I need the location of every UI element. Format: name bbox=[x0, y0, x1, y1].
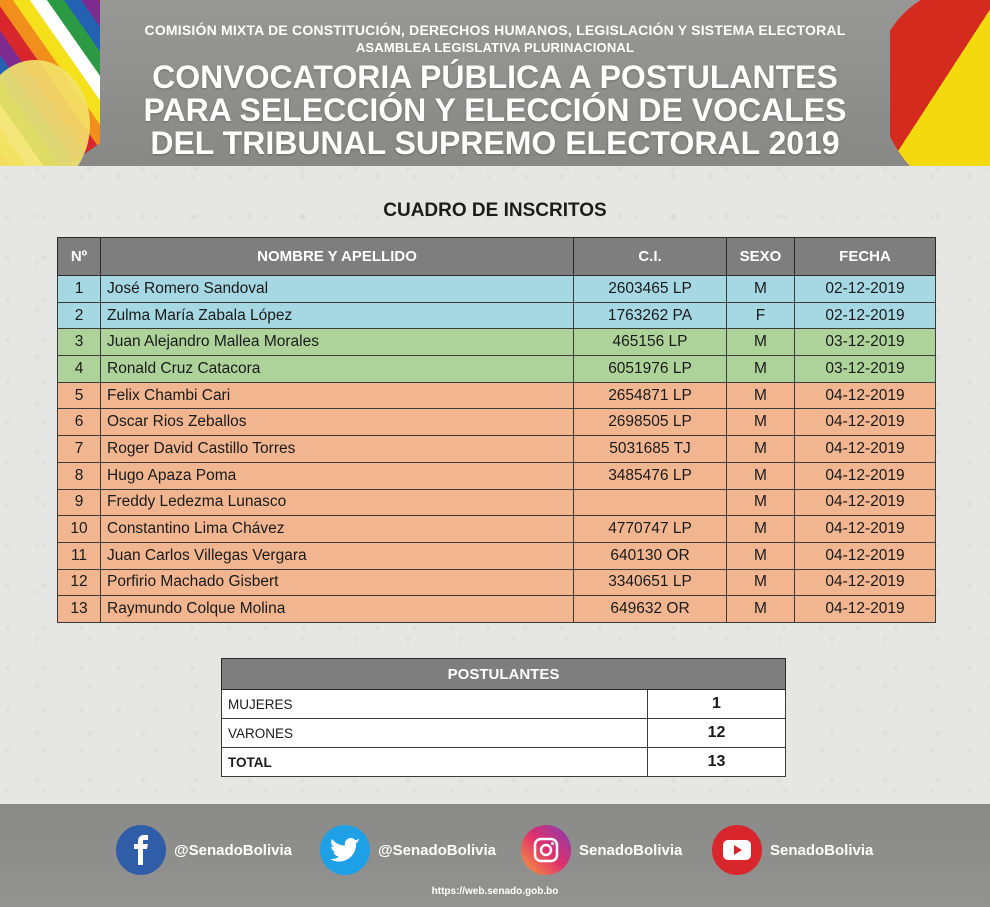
cell-name: Juan Carlos Villegas Vergara bbox=[101, 542, 574, 569]
cell-ci: 3340651 LP bbox=[574, 569, 727, 596]
summary-title: POSTULANTES bbox=[222, 659, 786, 690]
cell-num: 2 bbox=[58, 302, 101, 329]
table-row bbox=[58, 462, 936, 489]
table-row bbox=[58, 516, 936, 543]
cell-date: 04-12-2019 bbox=[795, 436, 936, 463]
registrants-table bbox=[57, 237, 936, 623]
cell-name: Juan Alejandro Mallea Morales bbox=[101, 329, 574, 356]
cell-name: Zulma María Zabala López bbox=[101, 302, 574, 329]
cell-num: 7 bbox=[58, 436, 101, 463]
cell-name: Felix Chambi Cari bbox=[101, 382, 574, 409]
instagram-icon bbox=[521, 825, 571, 875]
cell-num: 6 bbox=[58, 409, 101, 436]
cell-sex: M bbox=[727, 356, 795, 383]
cell-sex: M bbox=[727, 276, 795, 303]
twitter-link[interactable] bbox=[320, 824, 496, 876]
facebook-icon bbox=[116, 825, 166, 875]
cell-ci: 4770747 LP bbox=[574, 516, 727, 543]
table-row bbox=[58, 356, 936, 383]
cell-num: 10 bbox=[58, 516, 101, 543]
cell-name: Freddy Ledezma Lunasco bbox=[101, 489, 574, 516]
table-row bbox=[58, 596, 936, 623]
instagram-handle: SenadoBolivia bbox=[579, 841, 683, 859]
cell-num: 5 bbox=[58, 382, 101, 409]
summary-table bbox=[221, 658, 786, 777]
header-subtitle-assembly: ASAMBLEA LEGISLATIVA PLURINACIONAL bbox=[355, 40, 635, 55]
cell-ci: 465156 LP bbox=[574, 329, 727, 356]
cell-ci: 2698505 LP bbox=[574, 409, 727, 436]
header-sex: SEXO bbox=[727, 238, 795, 276]
cell-name: Constantino Lima Chávez bbox=[101, 516, 574, 543]
header-title-line-2: PARA SELECCIÓN Y ELECCIÓN DE VOCALES bbox=[143, 92, 847, 128]
cell-ci bbox=[574, 489, 727, 516]
facebook-link[interactable] bbox=[116, 824, 292, 876]
cell-num: 4 bbox=[58, 356, 101, 383]
cell-ci: 2603465 LP bbox=[574, 276, 727, 303]
cell-sex: M bbox=[727, 596, 795, 623]
cell-date: 02-12-2019 bbox=[795, 302, 936, 329]
cell-date: 04-12-2019 bbox=[795, 462, 936, 489]
cell-name: Porfirio Machado Gisbert bbox=[101, 569, 574, 596]
cell-ci: 649632 OR bbox=[574, 596, 727, 623]
cell-num: 1 bbox=[58, 276, 101, 303]
cell-date: 04-12-2019 bbox=[795, 516, 936, 543]
cell-date: 04-12-2019 bbox=[795, 596, 936, 623]
cell-sex: M bbox=[727, 489, 795, 516]
cell-num: 11 bbox=[58, 542, 101, 569]
instagram-link[interactable] bbox=[521, 824, 682, 876]
cell-sex: M bbox=[727, 462, 795, 489]
flag-decoration-top-right bbox=[890, 0, 990, 166]
header-banner bbox=[0, 0, 990, 166]
table-row bbox=[58, 542, 936, 569]
cell-date: 03-12-2019 bbox=[795, 356, 936, 383]
summary-row-men bbox=[222, 719, 786, 748]
table-row bbox=[58, 329, 936, 356]
table-header-row bbox=[58, 238, 936, 276]
youtube-handle: SenadoBolivia bbox=[770, 841, 874, 859]
summary-label: VARONES bbox=[222, 719, 648, 748]
cell-sex: M bbox=[727, 436, 795, 463]
cell-name: Raymundo Colque Molina bbox=[101, 596, 574, 623]
youtube-link[interactable] bbox=[712, 824, 873, 876]
cell-num: 12 bbox=[58, 569, 101, 596]
cell-name: José Romero Sandoval bbox=[101, 276, 574, 303]
cell-date: 02-12-2019 bbox=[795, 276, 936, 303]
table-row bbox=[58, 302, 936, 329]
cell-ci: 3485476 LP bbox=[574, 462, 727, 489]
cell-num: 3 bbox=[58, 329, 101, 356]
cell-num: 9 bbox=[58, 489, 101, 516]
cell-name: Oscar Rios Zeballos bbox=[101, 409, 574, 436]
cell-sex: M bbox=[727, 569, 795, 596]
youtube-icon bbox=[712, 825, 762, 875]
table-row bbox=[58, 436, 936, 463]
header-title-line-3: DEL TRIBUNAL SUPREMO ELECTORAL 2019 bbox=[150, 125, 840, 161]
cell-ci: 1763262 PA bbox=[574, 302, 727, 329]
header-title-line-1: CONVOCATORIA PÚBLICA A POSTULANTES bbox=[152, 59, 838, 95]
summary-value: 1 bbox=[648, 690, 786, 719]
cell-date: 04-12-2019 bbox=[795, 569, 936, 596]
section-title: CUADRO DE INSCRITOS bbox=[383, 200, 607, 221]
cell-name: Ronald Cruz Catacora bbox=[101, 356, 574, 383]
table-body bbox=[58, 276, 936, 623]
cell-name: Hugo Apaza Poma bbox=[101, 462, 574, 489]
table-row bbox=[58, 409, 936, 436]
table-row bbox=[58, 276, 936, 303]
cell-ci: 640130 OR bbox=[574, 542, 727, 569]
cell-date: 03-12-2019 bbox=[795, 329, 936, 356]
header-subtitle-commission: COMISIÓN MIXTA DE CONSTITUCIÓN, DERECHOS HUMANOS, LEGISLACIÓN Y SISTEMA ELECTORAL bbox=[144, 22, 846, 38]
summary-total-label: TOTAL bbox=[222, 748, 648, 777]
summary-label: MUJERES bbox=[222, 690, 648, 719]
cell-num: 13 bbox=[58, 596, 101, 623]
cell-ci: 2654871 LP bbox=[574, 382, 727, 409]
summary-total-value: 13 bbox=[648, 748, 786, 777]
facebook-handle: @SenadoBolivia bbox=[174, 841, 292, 859]
cell-name: Roger David Castillo Torres bbox=[101, 436, 574, 463]
cell-sex: M bbox=[727, 516, 795, 543]
cell-sex: M bbox=[727, 542, 795, 569]
header-date: FECHA bbox=[795, 238, 936, 276]
summary-row-women bbox=[222, 690, 786, 719]
table-row bbox=[58, 569, 936, 596]
cell-ci: 5031685 TJ bbox=[574, 436, 727, 463]
cell-date: 04-12-2019 bbox=[795, 542, 936, 569]
summary-value: 12 bbox=[648, 719, 786, 748]
cell-ci: 6051976 LP bbox=[574, 356, 727, 383]
header-num: Nº bbox=[58, 238, 101, 276]
table-row bbox=[58, 382, 936, 409]
footer-banner bbox=[0, 804, 990, 907]
cell-date: 04-12-2019 bbox=[795, 489, 936, 516]
twitter-bird-icon bbox=[320, 825, 370, 875]
header-name: NOMBRE Y APELLIDO bbox=[101, 238, 574, 276]
cell-sex: M bbox=[727, 409, 795, 436]
cell-num: 8 bbox=[58, 462, 101, 489]
summary-row-total bbox=[222, 748, 786, 777]
header-ci: C.I. bbox=[574, 238, 727, 276]
cell-sex: M bbox=[727, 329, 795, 356]
wiphala-decoration-top-left bbox=[0, 0, 100, 166]
cell-date: 04-12-2019 bbox=[795, 382, 936, 409]
cell-sex: F bbox=[727, 302, 795, 329]
website-url[interactable]: https://web.senado.gob.bo bbox=[431, 886, 559, 897]
cell-sex: M bbox=[727, 382, 795, 409]
twitter-handle: @SenadoBolivia bbox=[378, 841, 496, 859]
cell-date: 04-12-2019 bbox=[795, 409, 936, 436]
table-row bbox=[58, 489, 936, 516]
